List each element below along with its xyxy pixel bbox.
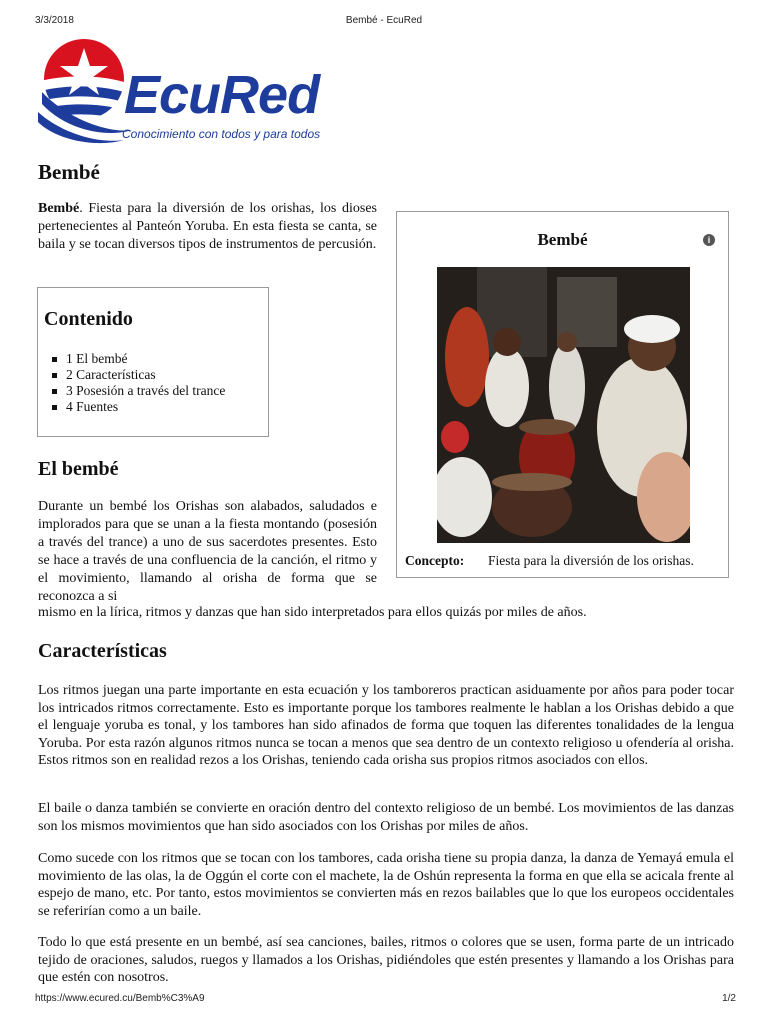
table-of-contents <box>37 287 269 437</box>
toc-list <box>44 351 262 415</box>
logo-wordmark-text: EcuRed <box>124 65 320 125</box>
toc-item-posesion[interactable]: 3 Posesión a través del trance <box>66 383 262 399</box>
ecured-logo[interactable] <box>36 34 346 146</box>
intro-bold-term: Bembé <box>38 201 80 216</box>
print-page-number: 1/2 <box>722 993 736 1004</box>
intro-paragraph <box>38 200 377 254</box>
caracteristicas-paragraph-2: El baile o danza también se convierte en oración dentro del contexto religioso de un bembé. Los movimientos de las danzas son los mismos movimientos que han sido asociados con los Orishas por miles de años. <box>38 801 734 834</box>
el-bembe-paragraph-continued: mismo en la lírica, ritmos y danzas que han sido interpretados para ellos quizás por miles de años. <box>38 605 587 620</box>
caracteristicas-paragraph-4: Todo lo que está presente en un bembé, así sea canciones, bailes, ritmos o colores que se usen, forma parte de un intricado tejido de oraciones, saludos, ruegos y llamados a los Orishas, pidiéndoles que estén presentes y llamando a los Orishas para que estén con nosotros. <box>38 935 734 985</box>
el-bembe-paragraph: Durante un bembé los Orishas son alabados, saludados e implorados para que se unan a la fiesta montando (posesión a través del trance) a uno de sus sacerdotes presentes. Esto se hace a través de una confluencia de la canción, el ritmo y el movimiento, llamando al orisha de forma que se reconozca a si <box>38 499 377 604</box>
caracteristicas-paragraph-1: Los ritmos juegan una parte importante en esta ecuación y los tamboreros practican asiduamente por años para poder tocar los intricados ritmos correctamente. Esto es importante porque los tambores realmente le hablan a los Orishas debido a que el lenguaje yoruba es tonal, y los tambores han sido afinados de forma que toquen las diferentes tonalidades de la lengua Yoruba. Por esta razón algunos ritmos nunca se tocan a menos que sea dentro de un contexto religioso u ofendería al orisha. Estos ritmos son en realidad rezos a los Orishas, teniendo cada orisha sus propios ritmos asociados con ellos. <box>38 683 734 768</box>
toc-item-caracteristicas[interactable]: 2 Características <box>66 367 262 383</box>
logo-wordmark <box>124 65 320 125</box>
section-heading-el-bembe: El bembé <box>38 458 119 480</box>
print-title: Bembé - EcuRed <box>345 15 423 26</box>
toc-item-el-bembe[interactable]: 1 El bembé <box>66 351 262 367</box>
page-title: Bembé <box>38 160 100 184</box>
infobox-title: Bembé <box>537 230 588 249</box>
intro-text: . Fiesta para la diversión de los orishas, los dioses pertenecientes al Panteón Yoruba. En esta fiesta se canta, se baila y se tocan diversos tipos de instrumentos de percusión. <box>38 201 377 252</box>
infobox-photo[interactable] <box>437 267 690 543</box>
infobox <box>396 211 729 578</box>
logo-tagline: Conocimiento con todos y para todos <box>122 127 321 141</box>
print-url[interactable]: https://www.ecured.cu/Bemb%C3%A9 <box>35 993 205 1004</box>
info-icon[interactable]: i <box>703 234 715 246</box>
infobox-concept-value: Fiesta para la diversión de los orishas. <box>488 553 694 568</box>
toc-title: Contenido <box>44 308 133 330</box>
section-heading-caracteristicas: Características <box>38 640 167 662</box>
print-date: 3/3/2018 <box>35 15 74 26</box>
caracteristicas-paragraph-3: Como sucede con los ritmos que se tocan con los tambores, cada orisha tiene su propia danza, la danza de Yemayá emula el movimiento de las olas, la de Oggún el corte con el machete, la de Oshún representa la forma en que ella se acicala frente al espejo de mano, etc. Por tanto, estos movimientos se convierten más en rezos bailables que lo que los europeos occidentales se referirían como a un baile. <box>38 851 734 919</box>
drummers-photo-illustration <box>437 267 690 543</box>
infobox-concept-label: Concepto: <box>405 553 465 568</box>
toc-item-fuentes[interactable]: 4 Fuentes <box>66 399 262 415</box>
